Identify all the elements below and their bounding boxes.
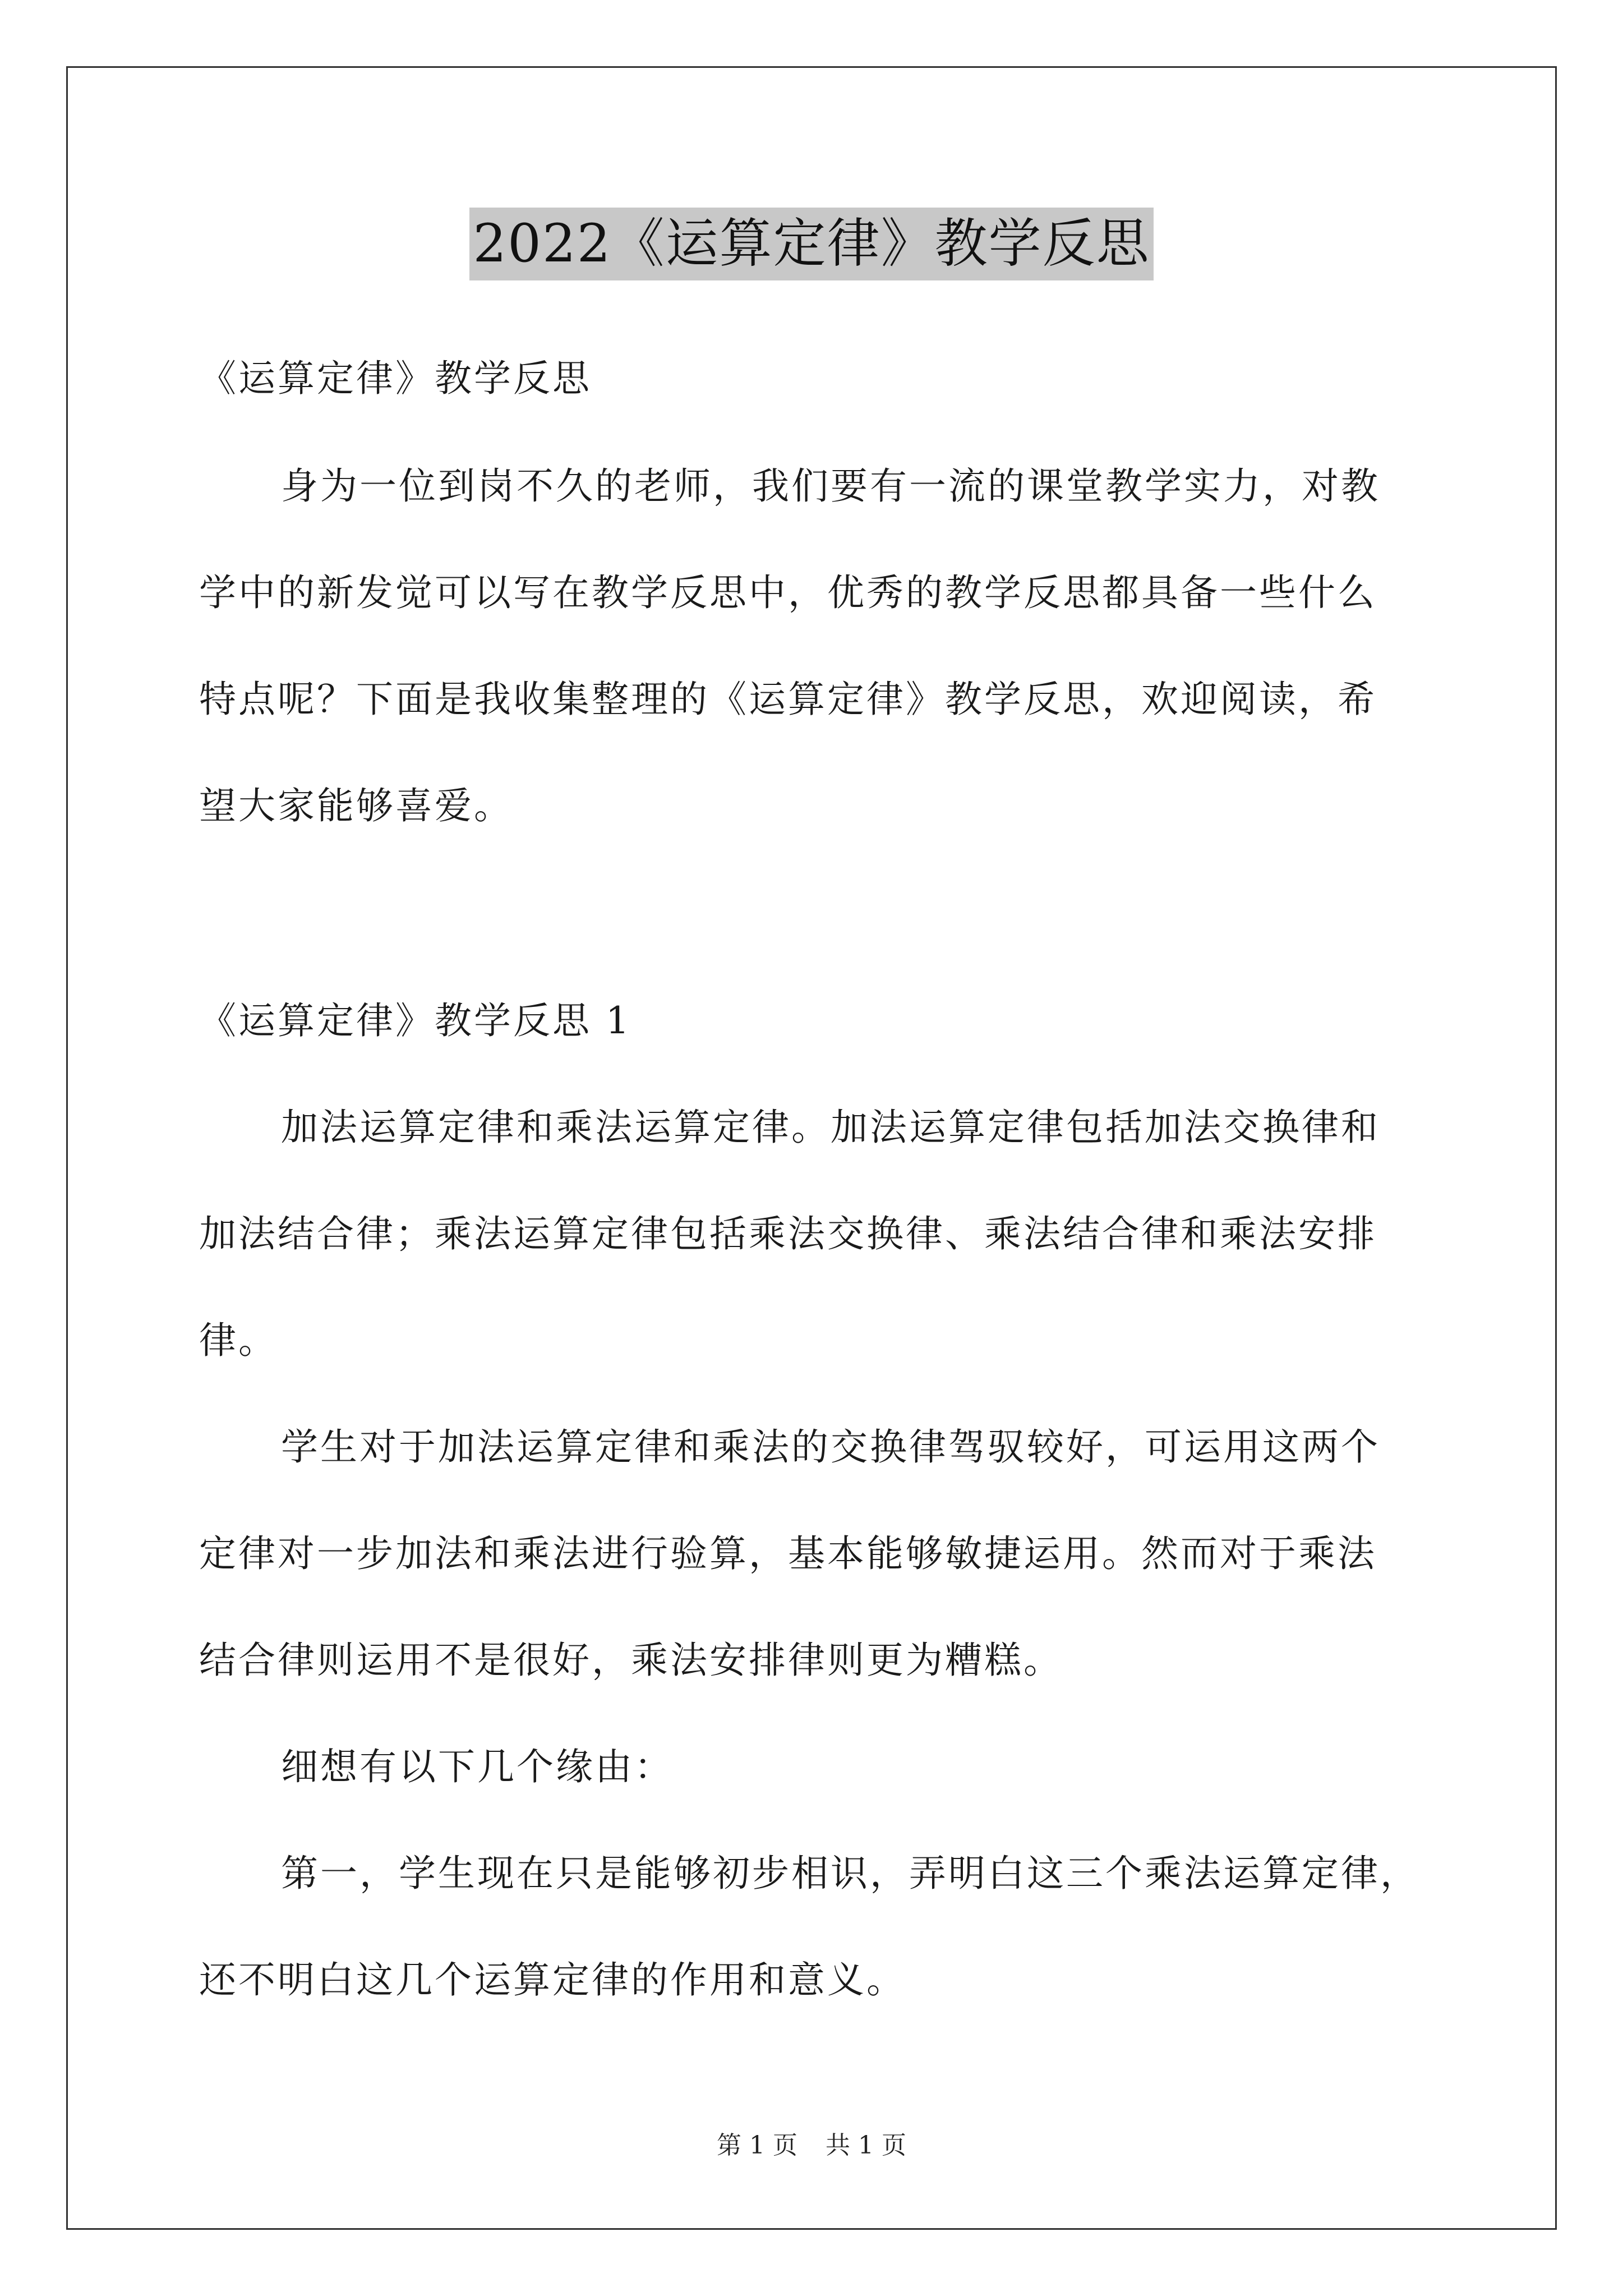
paragraph-line: 加法结合律；乘法运算定律包括乘法交换律、乘法结合律和乘法安排 — [199, 1212, 1377, 1255]
subtitle: 《运算定律》教学反思 — [199, 357, 592, 400]
section-heading: 《运算定律》教学反思 1 — [199, 999, 631, 1042]
paragraph-line: 律。 — [199, 1319, 278, 1362]
intro-line: 望大家能够喜爱。 — [199, 784, 513, 827]
paragraph-line: 结合律则运用不是很好，乘法安排律则更为糟糕。 — [199, 1639, 1063, 1682]
paragraph-line: 细想有以下几个缘由： — [281, 1745, 674, 1788]
title-container — [0, 208, 1623, 280]
intro-line: 学中的新发觉可以写在教学反思中，优秀的教学反思都具备一些什么 — [199, 571, 1377, 614]
intro-line: 特点呢？下面是我收集整理的《运算定律》教学反思，欢迎阅读，希 — [199, 678, 1377, 721]
paragraph-line: 第一，学生现在只是能够初步相识，弄明白这三个乘法运算定律， — [281, 1852, 1419, 1895]
page-total: 共 1 页 — [826, 2131, 906, 2160]
intro-line: 身为一位到岗不久的老师，我们要有一流的课堂教学实力，对教 — [281, 464, 1380, 508]
paragraph-line: 定律对一步加法和乘法进行验算，基本能够敏捷运用。然而对于乘法 — [199, 1532, 1377, 1575]
page-footer — [0, 2129, 1623, 2162]
paragraph-line: 学生对于加法运算定律和乘法的交换律驾驭较好，可运用这两个 — [281, 1425, 1380, 1469]
document-title: 2022《运算定律》教学反思 — [469, 208, 1153, 280]
paragraph-line: 还不明白这几个运算定律的作用和意义。 — [199, 1958, 906, 2001]
paragraph-line: 加法运算定律和乘法运算定律。加法运算定律包括加法交换律和 — [281, 1106, 1380, 1149]
page-number: 第 1 页 — [717, 2131, 797, 2160]
